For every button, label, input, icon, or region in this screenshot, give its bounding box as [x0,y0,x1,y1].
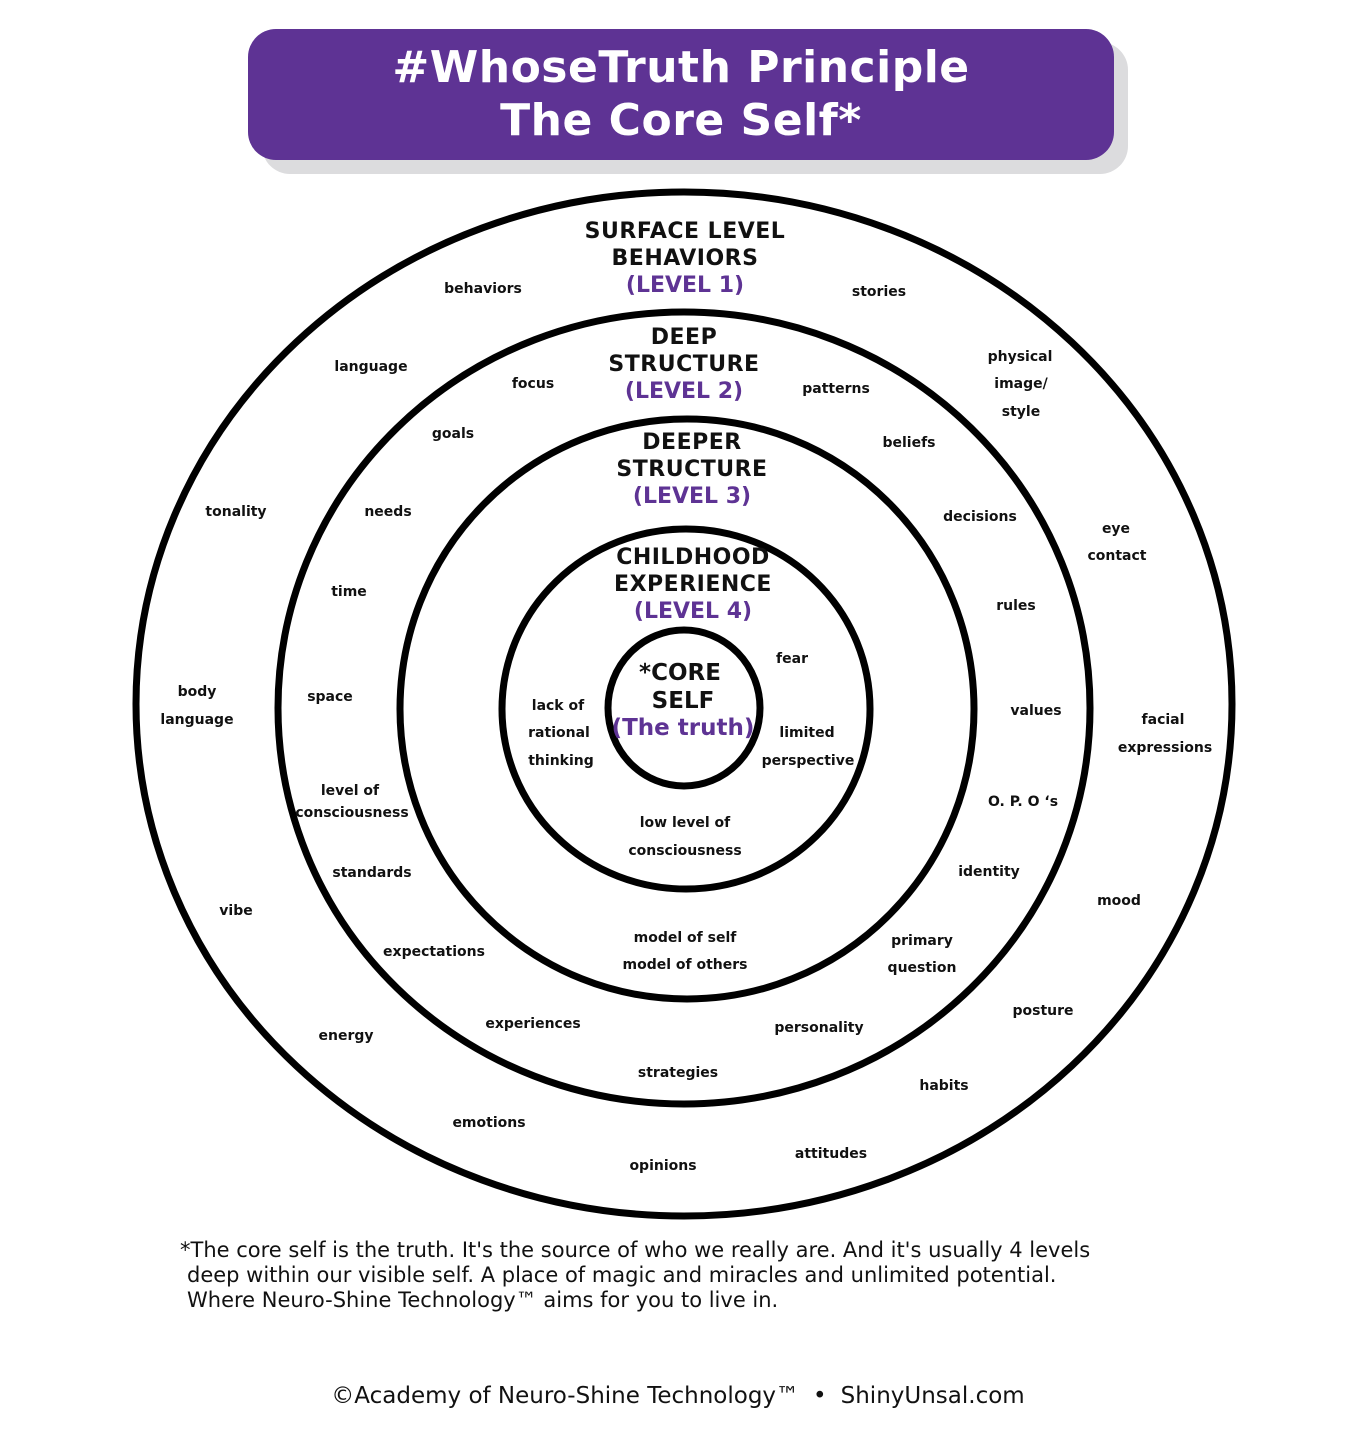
level-3-heading-line-1: DEEPER [642,430,742,455]
word-goals: goals [431,426,475,442]
word-primary: primary [891,933,953,949]
word-model-of-others: model of others [622,957,748,973]
footnote-line-2: deep within our visible self. A place of magic and miracles and unlimited potential. [187,1263,1057,1287]
level-1-heading-line-1: SURFACE LEVEL [584,219,786,244]
copyright-site: ShinyUnsal.com [840,1383,1025,1409]
word-image: image/ [994,376,1048,392]
word-physical: physical [987,349,1053,365]
word-energy: energy [318,1028,374,1044]
word-focus: focus [511,376,555,392]
word-body-language: language [160,712,234,728]
title-line-1: #WhoseTruth Principle [392,42,970,93]
word-emotions: emotions [452,1115,526,1131]
word-needs: needs [364,504,412,520]
word-mood: mood [1097,893,1141,909]
word-style: style [1001,404,1041,420]
level-3-heading-line-2: STRUCTURE [616,457,768,482]
word-experiences: experiences [485,1016,581,1032]
word-language: language [334,359,408,375]
word-strategies: strategies [637,1065,719,1081]
word-stories: stories [851,284,907,300]
word-attitudes: attitudes [794,1146,868,1162]
copyright-separator: • [813,1383,827,1409]
footnote [180,1238,1240,1313]
word-perspective: perspective [761,753,855,769]
footnote-line-1: *The core self is the truth. It's the source of who we really are. And it's usually 4 levels [180,1238,1091,1262]
core-heading-line-1: *CORE [639,660,721,686]
level-2-heading-line-2: STRUCTURE [608,352,760,377]
copyright-line [0,1383,1356,1409]
level-4-heading-line-1: CHILDHOOD [616,545,770,570]
word-thinking: thinking [528,753,594,769]
word-opos: O. P. O ‘s [987,794,1059,810]
word-beliefs: beliefs [882,435,936,451]
word-rational: rational [528,725,590,741]
word-vibe: vibe [219,903,253,919]
word-rules: rules [996,598,1036,614]
title-line-2: The Core Self* [500,95,862,146]
word-limited: limited [779,725,835,741]
word-low-consciousness: consciousness [628,843,742,859]
level-2-tag: (LEVEL 2) [624,379,744,404]
word-standards: standards [332,865,412,881]
word-lack-of: lack of [531,698,585,714]
word-expectations: expectations [383,944,485,960]
core-heading-line-2: SELF [651,688,715,714]
word-posture: posture [1012,1003,1074,1019]
level-1-heading-line-2: BEHAVIORS [611,246,759,271]
word-low-level-of: low level of [639,815,731,831]
word-expressions: expressions [1117,740,1213,756]
word-eye: eye [1101,521,1131,537]
level-3-tag: (LEVEL 3) [632,484,752,509]
word-behaviors: behaviors [444,281,522,297]
word-facial: facial [1141,712,1185,728]
level-4-tag: (LEVEL 4) [633,599,753,624]
word-personality: personality [774,1020,864,1036]
word-time: time [331,584,367,600]
word-question: question [887,960,957,976]
word-fear: fear [776,651,808,667]
level-2-heading-line-1: DEEP [650,325,718,350]
word-space: space [307,689,353,705]
word-contact: contact [1087,548,1147,564]
word-tonality: tonality [205,504,267,520]
word-level-of: level of [320,783,380,799]
word-identity: identity [958,864,1020,880]
word-values: values [1010,703,1062,719]
word-consciousness: consciousness [295,805,409,821]
word-habits: habits [919,1078,969,1094]
level-4-heading-line-2: EXPERIENCE [614,572,772,597]
core-tag: (The truth) [611,715,755,741]
word-decisions: decisions [943,509,1017,525]
word-patterns: patterns [802,381,870,397]
copyright-org: ©Academy of Neuro-Shine Technology™ [331,1383,800,1409]
level-1-tag: (LEVEL 1) [625,273,745,298]
word-body: body [177,684,217,700]
word-opinions: opinions [629,1158,697,1174]
footnote-line-3: Where Neuro-Shine Technology™ aims for you to live in. [187,1288,779,1312]
word-model-of-self: model of self [633,930,737,946]
